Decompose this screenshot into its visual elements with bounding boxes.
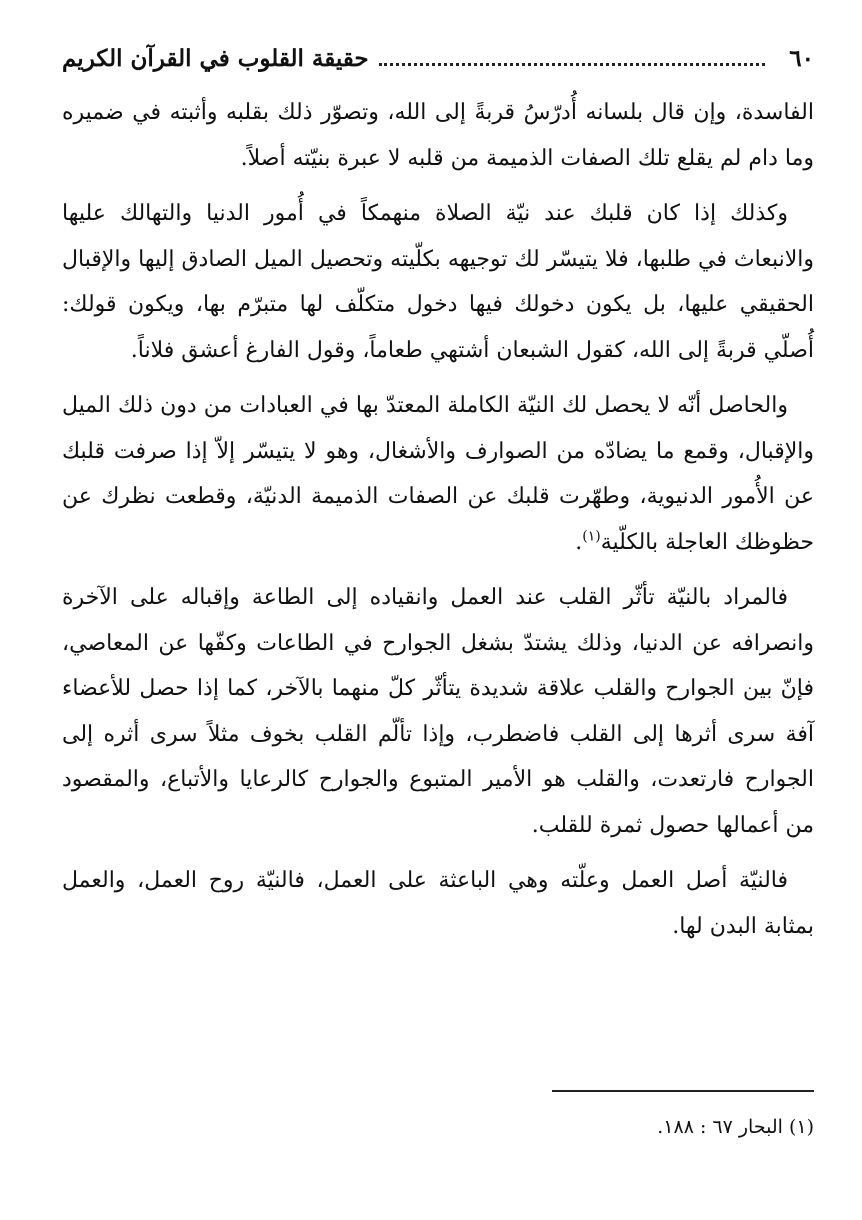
footnote-1: (١) البحار ٦٧ : ١٨٨. [657,1116,814,1138]
page-number: ٦٠ [789,44,814,72]
book-page [62,38,814,1198]
dotted-leader [379,63,766,66]
body-text [62,90,814,949]
paragraph-4: فالمراد بالنيّة تأثّر القلب عند العمل وانقياده إلى الطاعة وإقباله على الآخرة وانصرافه عن الدنيا، وذلك يشتدّ بشغل الجوارح في الطاعات وكفّها عن المعاصي، فإنّ بين الجوارح والقلب علاقة شديدة يتأثّر كلّ منهما بالآخر، كما إذا حصل للأعضاء آفة سرى أثرها إلى القلب فاضطرب، وإذا تألّم القلب بخوف مثلاً سرى أثره إلى الجوارح فارتعدت، والقلب هو الأمير المتبوع والجوارح كالرعايا والأتباع، والمقصود من أعمالها حصول ثمرة للقلب. [62,585,814,838]
running-header [62,38,814,78]
paragraph-1: الفاسدة، وإن قال بلسانه أُدرّسُ قربةً إلى الله، وتصوّر ذلك بقلبه وأثبته في ضميره وما دام لم يقلع تلك الصفات الذميمة من قلبه لا عبرة بنيّته أصلاً. [62,100,814,171]
paragraph-3 [62,383,814,565]
footnote-reference-1[interactable]: (١) [582,528,601,545]
paragraph-3-text: والحاصل أنّه لا يحصل لك النيّة الكاملة المعتدّ بها في العبادات من دون ذلك الميل والإقبال، وقمع ما يضادّه من الصوارف والأشغال، وهو لا يتيسّر إلاّ إذا صرفت قلبك عن الأُمور الدنيوية، وطهّرت قلبك عن الصفات الذميمة الدنيّة، وقطعت نظرك عن حظوظك العاجلة بالكلّية [62,393,814,555]
running-title: حقيقة القلوب في القرآن الكريم [62,44,369,72]
paragraph-2: وكذلك إذا كان قلبك عند نيّة الصلاة منهمكاً في أُمور الدنيا والتهالك عليها والانبعاث في طلبها، فلا يتيسّر لك توجيهه بكلّيته وتحصيل الميل الصادق إليها والإقبال الحقيقي عليها، بل يكون دخولك فيها دخول متكلّف لها متبرّم بها، ويكون قولك: أُصلّي قربةً إلى الله، كقول الشبعان أشتهي طعاماً، وقول الفارغ أعشق فلاناً. [62,201,814,363]
footnote-separator [552,1090,814,1092]
paragraph-5: فالنيّة أصل العمل وعلّته وهي الباعثة على العمل، فالنيّة روح العمل، والعمل بمثابة البدن لها. [62,868,814,939]
paragraph-3-end: . [575,529,583,555]
